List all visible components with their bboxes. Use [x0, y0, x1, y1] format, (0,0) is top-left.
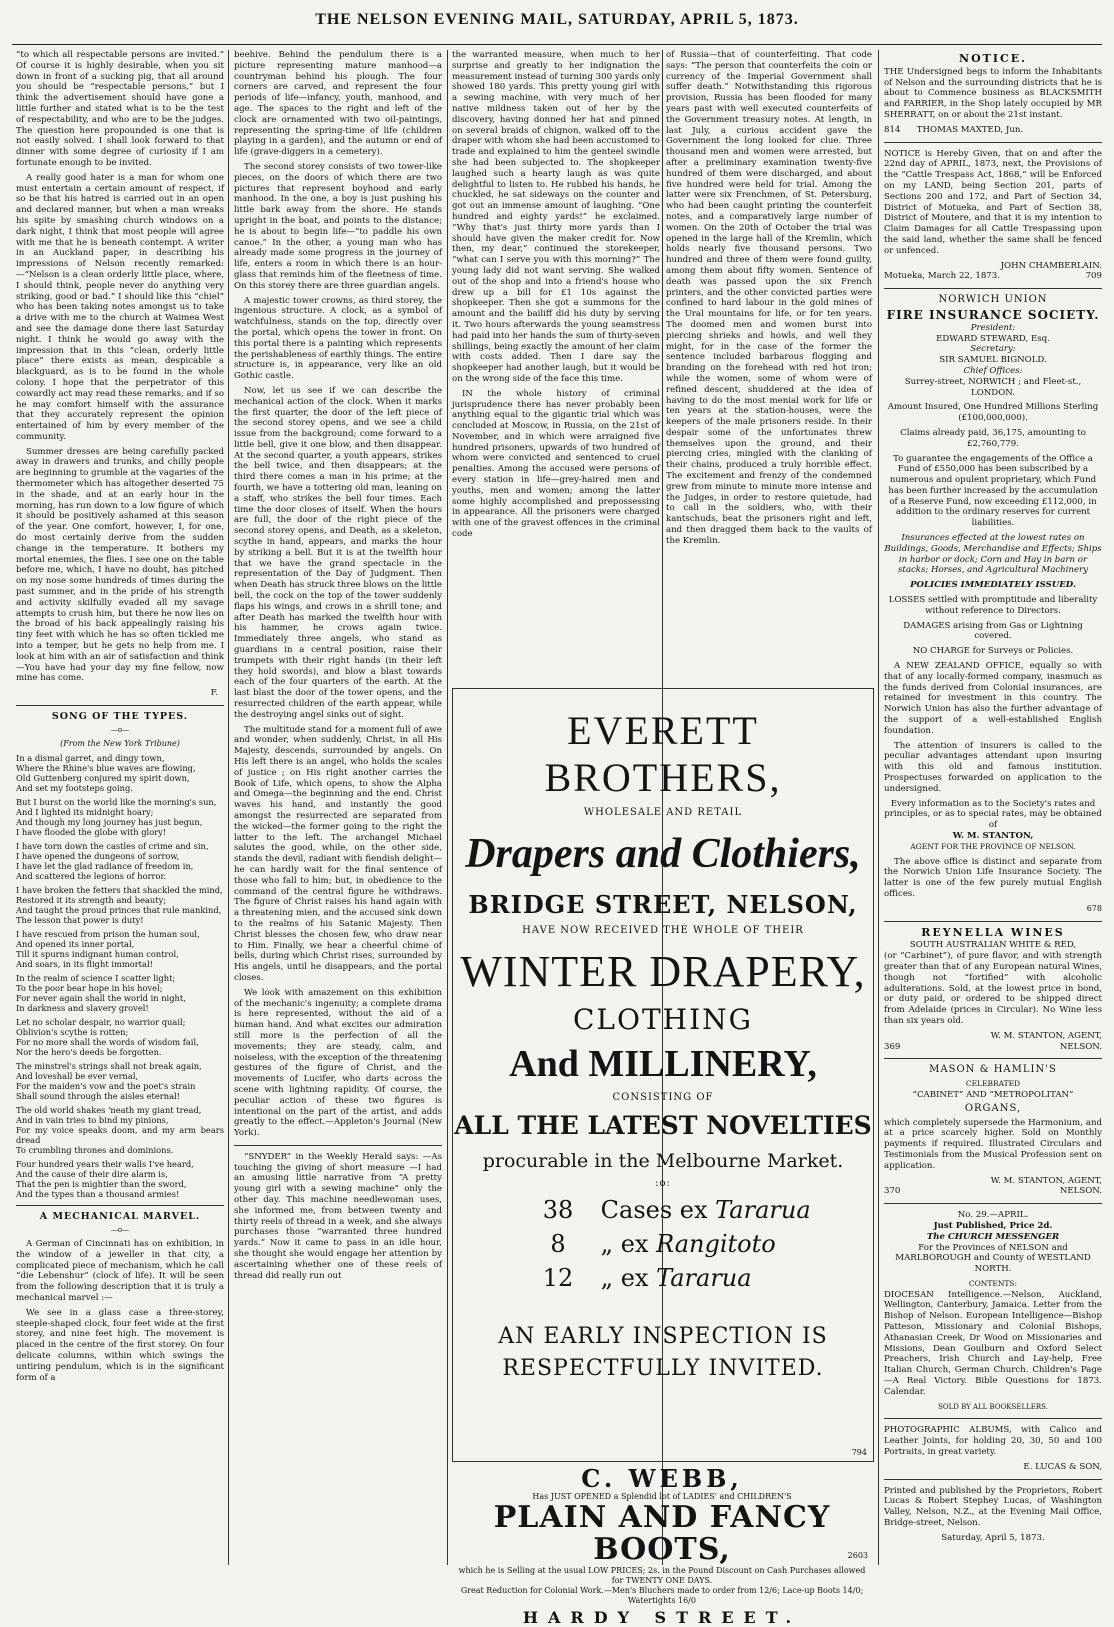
webb-prices: which he is Selling at the usual LOW PRICES; 2s. in the Pound Discount on Cash Purchases allowed for TWENTY ONE DAYS. [458, 1566, 866, 1585]
masthead-rule [12, 44, 1102, 45]
section-rule [884, 921, 1102, 922]
webb-street: HARDY STREET. [522, 1608, 802, 1627]
article-paragraph: “SNYDER” in the Weekly Herald says: —As touching the giving of short measure —I had an amusing little narrative from “A pretty young girl with a sewing machine” only the other day. This machine needlewoman uses, she informed me, from between twenty and thirty reels of thread in a week, and she always purchases those “warranted three hundred yards.” Now it came to pass in an idle hour, she thought she would engage her attention by ascertaining whether one of these reels of thread did really run out [234, 1151, 442, 1281]
ad-wholesale: WHOLESALE AND RETAIL [583, 807, 743, 818]
insurance-offices: Surrey-street, NORWICH ; and Fleet-st., LONDON. [904, 376, 1082, 398]
organs-names: “CABINET” AND “METROPOLITAN” [912, 1089, 1074, 1100]
insurance-guarantee: To guarantee the engagements of the Office a Fund of £550,000 has been subscribed by a numerous and opulent proprietary, which Fund has been further increased by the accumulation of a Reserve Fund, now exceeding £112,000, in addition to the ordinary reserves for current liabilities. [888, 453, 1098, 529]
webb-colonial-work: Great Reduction for Colonial Work.—Men's Bluchers made to order from 12/6; Lace-up Boots 14/0; Watertights 16/0 [460, 1586, 864, 1605]
notice-trespass-signature: JOHN CHAMBERLAIN. [1000, 260, 1102, 271]
messenger-provinces: For the Provinces of NELSON and MARLBOROUGH and County of WESTLAND NORTH. [895, 1242, 1091, 1275]
wines-signature: W. M. STANTON, AGENT, [990, 1030, 1102, 1041]
section-rule [884, 1203, 1102, 1204]
insurance-damages: DAMAGES arising from Gas or Lightning covered. [903, 620, 1083, 642]
poem-verse: I have torn down the castles of crime and sin, I have opened the dungeons of sorrow, I have let the glad radiance of freedom in, And scattered the legions of horror. [16, 841, 209, 882]
ad-case-line: 38 Cases ex Tararua [542, 1196, 811, 1224]
albums-text: PHOTOGRAPHIC ALBUMS, with Calico and Leather Joints, for holding 20, 30, 50 and 100 Portraits, in great variety. [884, 1425, 1102, 1458]
column-divider [447, 50, 448, 1565]
messenger-contents: DIOCESAN Intelligence.—Nelson, Auckland, Wellington, Canterbury, Jamaica. Letter from the Bishop of Nelson. European Intelligence—Bishop Patteson, Missionary and Colonial Bishops, Athanasian Creek, Dr Wood on Missionaries and Missions, Dean Goulburn and Oxford Select Preachers, Irish Church and Lay-help, Free Italian Church, German Church. Children's Page—A Real Victory. Bible Questions for 1873. Calendar. [884, 1289, 1102, 1397]
column-5-notices [884, 50, 1102, 1565]
webb-name: C. WEBB, [581, 1464, 743, 1493]
article-paragraph: of Russia—that of counterfeiting. That code says: “The person that counterfeits the coin or currency of the Imperial Government shall suffer death.” Notwithstanding this rigorous provision, Russia has been flooded for many years past with well executed counterfeits of the Government treasury notes. At length, in last July, a curious accident gave the Government the long looked for clue. Three thousand men and women were arrested, but after a preliminary examination twenty-five hundred of them were discharged, and about five hundred were held for trial. Among the latter were six Frenchmen, of St. Petersburg, who had been caught printing the counterfeit notes, and a comparatively large number of women. On the 20th of October the trial was opened in the large hall of the Kremlin, which holds nearly five thousand persons. Two hundred and three of them were found guilty, among them about fifty women. Sentence of death was passed upon the six French printers, and the other convicted parties were confined to hard labour in the gold mines of the Ural mountains for life, or for ten years. The doomed men and women burst into piercing shrieks and howls, and well they might, for in the case of the former the sentence included barbarous flogging and branding on the forehead with red hot iron; while the women, some of whom were of refined descent, shuddered at the idea of having to do the most menial work for life or ten years at the station-houses, were the keepers of the male prisoners reside. In their despair some of the unfortunates threw themselves upon the ground, and their piercing cries, mingled with the clanking of their chains, produced a truly horrible effect. The excitement and frenzy of the condemned grew from minute to minute more intense and the Judges, in order to restore quietude, had to call in the soldiers, who, with their kantschuds, beat the prisoners right and left, and then dragged them back to the vaults of the Kremlin. [666, 50, 872, 546]
article-paragraph: A majestic tower crowns, as third storey, the ingenious structure. A clock, as a symbol of watchfulness, stands on the top, directly over the portal, which opens the tower in front. On this portal there is a painting which represents the perishableness of earthly things. The entire structure is, in appearance, very like an old Gothic castle. [234, 295, 442, 382]
poem-verse: Let no scholar despair, no warrior quail; Oblivion's scythe is rotten; For no more shall the words of wisdom fail, Nor the hero's deeds be forgotten. [16, 1017, 199, 1058]
article-paragraph: beehive. Behind the pendulum there is a picture representing mature manhood—a countryman behind his plough. The four corners are carved, and represent the four periods of life—infancy, youth, manhood, and age. The spaces to the right and left of the clock are ornamented with two oil-paintings, representing the spring-time of life (children playing in a garden), and the autumn or end of life (grave-diggers in a cemetery). [234, 50, 442, 158]
insurance-above: The above office is distinct and separate from the Norwich Union Life Insurance Society. The latter is one of the few purely mutual English offices. [884, 856, 1102, 899]
ad-firm-name: EVERETT BROTHERS, [544, 708, 782, 800]
article-paragraph: Summer dresses are being carefully packed away in drawers and trunks, and chilly people are beginning to grumble at the vagaries of the thermometer which has altogether deserted 75 in the shade, and at an early hour in the morning, has run down to a low figure of which it should be positively ashamed at this season of the year. One comfort, however, I, for one, do most certainly derive from the sudden change in the temperature. It bothers my mortal enemies, the flies. I see one on the table before me, which, I have no doubt, has pitched on my nose some hundreds of times during the past summer, and in the pride of his strength and activity skilfully evaded all my savage attempts to crush him, but there he now lies on the broad of his back appealingly raising his tiny feet with which he has so often tickled me into a temper, but he gets no help from me. I look at him with an air of satisfaction and think—You have had your day my fine fellow, now mine has come. [16, 446, 224, 684]
poem-verse: The old world shakes 'neath my giant tread, And in vain tries to bind my pinions, For my voice speaks doom, and my arm bears dread To crumbling thrones and dominions. [16, 1105, 224, 1156]
ad-winter-drapery: WINTER DRAPERY, [460, 947, 866, 996]
insurance-secretary: SIR SAMUEL BIGNOLD. [939, 355, 1047, 366]
wines-subtitle: SOUTH AUSTRALIAN WHITE & RED, [909, 940, 1077, 951]
ad-millinery: And MILLINERY, [509, 1043, 817, 1085]
column-2 [234, 50, 442, 1565]
poem-verse: The minstrel's strings shall not break again, And loveshall be ever vernal, For the maiden's vow and the poet's strain Shall sound through the aisles eternal! [16, 1061, 202, 1102]
insurance-agent-title: AGENT FOR THE PROVINCE OF NELSON. [910, 841, 1076, 851]
organs-place: 370 NELSON. [884, 1186, 1102, 1197]
section-rule [234, 1145, 442, 1146]
poem-verse: In the realm of science I scatter light; To the poor bear hope in his hovel; For never again shall the world in night, In darkness and slavery grovel! [16, 973, 186, 1014]
insurance-president: EDWARD STEWARD, Esq. [936, 333, 1050, 344]
insurance-number: 678 [1086, 903, 1102, 913]
poem-verse: Four hundred years their walls I've heard, And the cause of their dire alarm is, That the pen is mightier than the sword, And the types than a thousand armies! [16, 1159, 194, 1200]
insurance-secretary-label: Secretary: [970, 344, 1016, 355]
ad-case-line: 12 „ ex Tararua [542, 1264, 752, 1292]
section-rule [16, 705, 224, 706]
wines-title: REYNELLA WINES [921, 925, 1065, 939]
ad-procurable: procurable in the Melbourne Market. [482, 1150, 844, 1172]
section-rule [884, 1479, 1102, 1480]
poem-verse: I have rescued from prison the human soul, And opened its inner portal, Till it spurns indignant human control, And soars, in its flight immortal! [16, 929, 200, 970]
insurance-attention: The attention of insurers is called to the peculiar advantages attendant upon insuring with this old and famous institution. Prospectuses forwarded on application to the undersigned. [884, 740, 1102, 794]
ad-received: HAVE NOW RECEIVED THE WHOLE OF THEIR [522, 925, 804, 936]
insurance-offices-label: Chief Offices: [963, 365, 1023, 376]
ad-number: 794 [851, 1448, 867, 1457]
ad-separator: :o: [655, 1178, 671, 1189]
organs-label: ORGANS, [964, 1102, 1022, 1114]
messenger-number: No. 29.—APRIL. [957, 1210, 1029, 1221]
poem-verse: But I burst on the world like the morning's sun, And I lighted its midnight hoary; And though my long journey has just begun, I have flooded the globe with glory! [16, 797, 217, 838]
webb-boots: PLAIN AND FANCY BOOTS, [493, 1500, 831, 1567]
messenger-contents-label: CONTENTS: [968, 1278, 1018, 1288]
insurance-agent: W. M. STANTON, [952, 831, 1034, 841]
article-paragraph: the warranted measure, when much to her surprise and greatly to her indignation the measurement instead of turning 300 yards only showed 180 yards. This pretty young girl with a sewing machine, with very much of her native mildness taken out of her by the discovery, having donned her hat and pinned on several braids of chignon, walked off to the draper with whom she had been accustomed to trade and explained to him the genteel swindle she had been subjected to. The shopkeeper laughed such a hearty laugh as was quite delightful to listen to. He rubbed his hands, he chuckled, he sat sideways on the counter and got out an immense amount of laughing. “One hundred and eighty yards!” he exclaimed. “Why that's just thirty more yards than I should have given the maker credit for. Now then, my dear,” continued the storekeeper, “what can I serve you with this morning?” The young lady did not want serving. She walked out of the shop and into a friend's house who drew up a bill for £1 10s against the shopkeeper. Then she got a summons for the amount and the bailiff did his duty by serving it. Two hours afterwards the young seamstress had paid into her hands the sum of thirty-seven shillings, being exactly the amount of her claim with costs added. Then I dare say the shopkeeper had another laugh, but it would be on the wrong side of the face this time. [452, 50, 660, 384]
column-divider [228, 50, 229, 1565]
column-4 [666, 50, 872, 680]
article-paragraph: We see in a glass case a three-storey, steeple-shaped clock, four feet wide at the first storey, and nine feet high. The movement is placed in the centre of the first storey. On four delicate columns, within which swings the untiring pendulum, which is in the significant form of a [16, 1307, 224, 1383]
article-paragraph: The multitude stand for a moment full of awe and wonder, when suddenly, Christ, in all His Majesty, descends, surrounded by angels. On His left there is an angel, who holds the scales of justice ; on His right another carries the Book of Life, which opens, to show the Alpha and Omega—the beginning and the end. Christ waves his hand, and instantly the good amongst the resurrected are separated from the wicked—the former going to the right the latter to the left. The archangel Michael salutes the good, while, on the other side, stands the devil, radiant with fiendish delight—he can hardly wait for the final sentence of those who fall to him; but, in obedience to the command of the central figure he withdraws. The figure of Christ raises his hand again with a threatening mien, and the accused sink down to the realms of his Satanic Majesty. Then Christ blesses the chosen few, who draw near to Him. Finally, we hear a cheerful chime of bells, during which Christ rises, surrounded by His angels, until he disappears, and the portal closes. [234, 724, 442, 983]
notice-title: NOTICE. [959, 52, 1027, 65]
section-rule [16, 1205, 224, 1206]
everett-brothers-ad [452, 688, 874, 1462]
imprint-date: Saturday, April 5, 1873. [941, 1532, 1045, 1543]
masthead-title: THE NELSON EVENING MAIL, SATURDAY, APRIL 5, 1873. [315, 11, 799, 28]
insurance-no-charge: NO CHARGE for Surveys or Policies. [912, 646, 1074, 657]
article-paragraph: A German of Cincinnati has on exhibition, in the window of a jeweller in that city, a complicated piece of mechanism, which he call “die Lebenshur” (clock of life). It will be seen from the following description that it is truly a mechanical marvel :— [16, 1239, 224, 1303]
insurance-claims: Claims already paid, 36,175, amounting to £2,760,779. [900, 427, 1086, 449]
messenger-title: The CHURCH MESSENGER [926, 1231, 1060, 1242]
insurance-president-label: President: [970, 322, 1016, 333]
masthead [0, 0, 1114, 46]
insurance-title: NORWICH UNION [938, 294, 1048, 306]
section-rule [884, 288, 1102, 289]
poem-title: SONG OF THE TYPES. [51, 711, 189, 723]
insurance-information: Every information as to the Society's rates and principles, or as to special rates, may be obtained of [884, 798, 1102, 831]
article-title: A MECHANICAL MARVEL. [39, 1211, 201, 1223]
webb-boots-ad [452, 1464, 872, 1627]
column-divider [878, 50, 879, 1565]
ad-cases-list [453, 1193, 873, 1295]
ad-clothing: CLOTHING [573, 1003, 753, 1036]
article-paragraph: We look with amazement on this exhibition of the mechanic's ingenuity; a complete drama is here represented, without the aid of a human hand. And what excites our admiration still more is the perfection of all the movements; they are steady, calm, and noiseless, with the exception of the threatening gestures of the figure of Christ, and the movements of Lucifer, who darts across the scene with lightning rapidity. Of course, the peculiar action of these two figures is intentional on the part of the artist, and adds greatly to the effect.—Appleton's Journal (New York). [234, 987, 442, 1139]
organs-celebrated: CELEBRATED [965, 1079, 1021, 1089]
article-paragraph: Now, let us see if we can describe the mechanical action of the clock. When it marks the first quarter, the door of the left piece of the second storey opens, and we see a child issue from the background; come forward to a little bell, give it one blow, and then disappear. At the second quarter, a youth appears, strikes the bell twice, and then disappears; at the third there comes a man in his prime; at the fourth, we have a tottering old man, leaning on a staff, who strikes the bell four times. Each time the door closes of itself. When the hours are full, the door of the right piece of the second storey opens, and Death, as a skeleton, scythe in hand, appears, and marks the hour by striking a bell. But it is at the twelfth hour that we have the grand spectacle in the representation of the Day of Judgment. Then when Death has struck three blows on the little bell, the cock on the top of the tower suddenly flaps his wings, and crows in a shrill tone; and after Death has marked the twelfth hour with his hammer, he crows again twice. Immediately three angels, who stand as guardians in a central position, raise their trumpets with their right hands (in their left they hold swords), and blow a blast towards each of the four quarters of the earth. At the last blast the door of the tower opens, and the resurrected children of the earth appear, while the destroying angel sinks out of sight. [234, 385, 442, 720]
poem-separator: —o— [110, 725, 130, 734]
article-paragraph: IN the whole history of criminal jurisprudence there has never probably been anything equal to the gigantic trial which was concluded at Moscow, in Russia, on the 21st of November, and in which were arraigned five hundred prisoners, upwards of two hundred of whom were convicted and sentenced to cruel penalties. Among the accused were persons of every station in life—grey-haired men and youths, men and women; among the latter some highly accomplished and prepossessing in appearance. All the prisoners were charged with one of the gravest offences in the criminal code [452, 388, 660, 540]
organs-title: MASON & HAMLIN'S [929, 1064, 1057, 1076]
insurance-losses: LOSSES settled with promptitude and liberality without reference to Directors. [888, 595, 1098, 616]
article-separator: —o— [110, 1226, 130, 1235]
section-rule [884, 142, 1102, 143]
webb-number: 2603 [847, 1551, 868, 1560]
section-rule [884, 1058, 1102, 1059]
ad-case-line: 8 „ ex Rangitoto [550, 1230, 776, 1258]
article-paragraph: A really good hater is a man for whom one must entertain a certain amount of respect, if so be that his hatred is carried out in an open and declared manner, but when a man wreaks his spite by smashing church windows on a dark night, I think that most people will agree with me that he is beneath contempt. A writer in an Auckland paper, in describing his impressions of Nelson recently remarked:—“Nelson is a clean orderly little place, where, I should think, people never do anything very striking, good or bad.” I should like this “chiel” who has been taking notes amongst us to take a drive with me to the church at Waimea West and see the damage done there last Saturday night. I think he would go away with the impression that in this “clean, orderly little place” there exists as mean, despicable a blackguard, as is to be found in the whole colony. I hope that the perpetrator of this cowardly act may read these remarks, and if so he may comfort himself with the assurance that they accurately represent the opinion entertained of him by every member of the community. [16, 172, 224, 442]
article-paragraph: “to which all respectable persons are invited.” Of course it is highly desirable, when you sit down in front of a sucking pig, that all around you should be “respectable persons,” but I think the advertisement should have gone a little further and stated what is to be the test of respectability, and who are to be the judges. The question here propounded is one that is not easily solved. I shall look forward to that dinner with some degree of curiosity if I am fortunate enough to be invited. [16, 50, 224, 168]
insurance-amount: Amount Insured, One Hundred Millions Sterling (£100,000,000). [887, 402, 1099, 424]
ad-address: BRIDGE STREET, NELSON, [468, 890, 858, 919]
albums-signature: E. LUCAS & SON, [1023, 1461, 1102, 1472]
column-3 [452, 50, 660, 680]
section-rule [884, 1418, 1102, 1419]
poem-source: (From the New York Tribune) [60, 738, 180, 748]
notice-trespass-place: Motueka, March 22, 1873. 709 [884, 271, 1102, 282]
ad-consisting: CONSISTING OF [612, 1092, 714, 1103]
notice-signature-row: 814 THOMAS MAXTED, Jun. [884, 124, 1024, 135]
webb-opened: Has JUST OPENED a Splendid lot of LADIES' and CHILDREN'S [532, 1492, 792, 1501]
ad-inspection: AN EARLY INSPECTION IS RESPECTFULLY INVITED. [498, 1324, 828, 1381]
wines-text: (or “Carbinet”), of pure flavor, and with strength greater than that of any European natural Wines, though not “fortified” with alcoholic adulterations. Sold, at the lowest price in bond, or duty paid, or ordered to be shipped direct from Adelaide (prices in Circular). No Wine less than six years old. [884, 951, 1102, 1026]
insurance-policies: POLICIES IMMEDIATELY ISSUED. [910, 580, 1076, 591]
organs-text: which completely supersede the Harmonium, and at a price scarcely higher. Sold on Monthly payments if required. Illustrated Circulars and Testimonials from the Musical Profession sent on application. [884, 1117, 1102, 1171]
wines-place: 369 NELSON. [884, 1041, 1102, 1052]
insurance-effects: Insurances effected at the lowest rates on Buildings, Goods, Merchandise and Effects; Ships in harbor or dock; Corn and Hay in barn or stacks; Horses, and Agricultural Machinery [884, 533, 1102, 576]
notice-trespass-text: NOTICE is Hereby Given, that on and after the 22nd day of APRIL, 1873, next, the Provisions of the “Cattle Trespass Act, 1868,” will be Enforced on my LAND, being Section 201, parts of Sections 200 and 172, and Part of Section 34, District of Motueka, and Part of Section 38, District of Moutere, and that it is my intention to Claim Damages for all Cattle Trespassing upon the said land, whether the same shall be fenced or unfenced. [884, 148, 1102, 256]
organs-signature: W. M. STANTON, AGENT, [990, 1175, 1102, 1186]
ad-drapers: Drapers and Clothiers, [465, 831, 861, 877]
poem-verse: I have broken the fetters that shackled the mind, Restored it its strength and beauty; And taught the proud princes that rule mankind, The lesson that power is duty! [16, 885, 223, 926]
insurance-title-2: FIRE INSURANCE SOCIETY. [886, 307, 1100, 322]
messenger-published: Just Published, Price 2d. [933, 1220, 1053, 1231]
notice-text: THE Undersigned begs to inform the Inhabitants of Nelson and the surrounding districts that he is about to Commence business as BLACKSMITH and FARRIER, in the Shop lately occupied by MR SHERRATT, on or about the 21st instant. [884, 66, 1102, 120]
article-paragraph: The second storey consists of two tower-like pieces, on the doors of which there are two pictures that represent boyhood and early manhood. In the one, a boy is just pushing his little bark away from the shore. He stands upright in the boat, and points to the distance; he is about to begin life—“to paddle his own canoe.” In the other, a young man who has already made some progress in the journey of life, enters a room in which there is an hour-glass that reminds him of the fleetness of time. On this storey there are three guardian angels. [234, 161, 442, 291]
insurance-nz-office: A NEW ZEALAND OFFICE, equally so with that of any locally-formed company, inasmuch as the funds derived from Colonial insurances, are retained for investment in this country. The Norwich Union has also the further advantage of the support of a well-established English foundation. [884, 661, 1102, 736]
column-1 [16, 50, 224, 1565]
poem-verse: In a dismal garret, and dingy town, Where the Rhine's blue waves are flowing, Old Guttenberg conjured my spirit down, And set my footsteps going. [16, 753, 196, 794]
imprint: Printed and published by the Proprietors, Robert Lucas & Robert Stephey Lucas, of Washington Valley, Nelson, N.Z., at the Evening Mail Office, Bridge-street, Nelson. [884, 1485, 1102, 1529]
article-signature: F. [210, 688, 218, 699]
messenger-sold: SOLD BY ALL BOOKSELLERS. [938, 1402, 1048, 1411]
ad-latest-novelties: ALL THE LATEST NOVELTIES [454, 1111, 872, 1140]
